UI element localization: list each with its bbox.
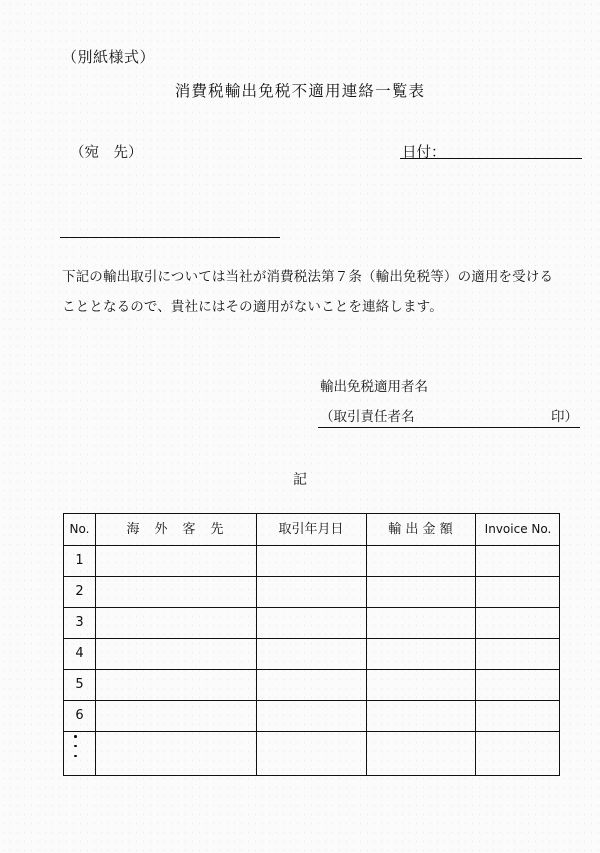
column-divider (95, 514, 96, 775)
responsible-person-label: （取引責任者名 (320, 409, 415, 425)
date-label: 日付： (402, 145, 446, 161)
row-number: 4 (75, 646, 84, 661)
body-text-line-1: 下記の輸出取引については当社が消費税法第７条（輸出免税等）の適用を受ける (62, 269, 554, 285)
note-label: 記 (293, 472, 307, 488)
date-underline (400, 158, 582, 159)
header-no: No. (69, 522, 90, 536)
responsible-underline (318, 427, 580, 428)
format-label: （別紙様式） (62, 48, 156, 66)
document-title: 消費税輸出免税不適用連絡一覧表 (174, 82, 426, 100)
applicant-name-label: 輸出免税適用者名 (320, 379, 428, 395)
row-divider (64, 638, 559, 639)
header-export-amount: 輸 出 金 額 (388, 522, 453, 537)
seal-label: 印） (551, 409, 578, 425)
row-number: 5 (75, 677, 84, 692)
export-list-table (63, 513, 560, 776)
row-number: 6 (75, 708, 84, 723)
addressee-blank-line (60, 237, 280, 238)
continuation-dots (74, 735, 77, 757)
header-transaction-date: 取引年月日 (278, 522, 344, 537)
column-divider (475, 514, 476, 775)
header-invoice-no: Invoice No. (484, 522, 552, 536)
row-divider (64, 731, 559, 732)
header-overseas-customer: 海 外 客 先 (126, 522, 225, 537)
column-divider (256, 514, 257, 775)
row-divider (64, 669, 559, 670)
header-divider (64, 545, 559, 546)
column-divider (366, 514, 367, 775)
row-divider (64, 576, 559, 577)
row-divider (64, 700, 559, 701)
body-text-line-2: こととなるので、貴社にはその適用がないことを連絡します。 (62, 299, 443, 315)
row-number: 1 (75, 553, 84, 568)
addressee-label: （宛 先） (70, 145, 143, 161)
row-number: 2 (75, 584, 84, 599)
row-divider (64, 607, 559, 608)
row-number: 3 (75, 615, 84, 630)
